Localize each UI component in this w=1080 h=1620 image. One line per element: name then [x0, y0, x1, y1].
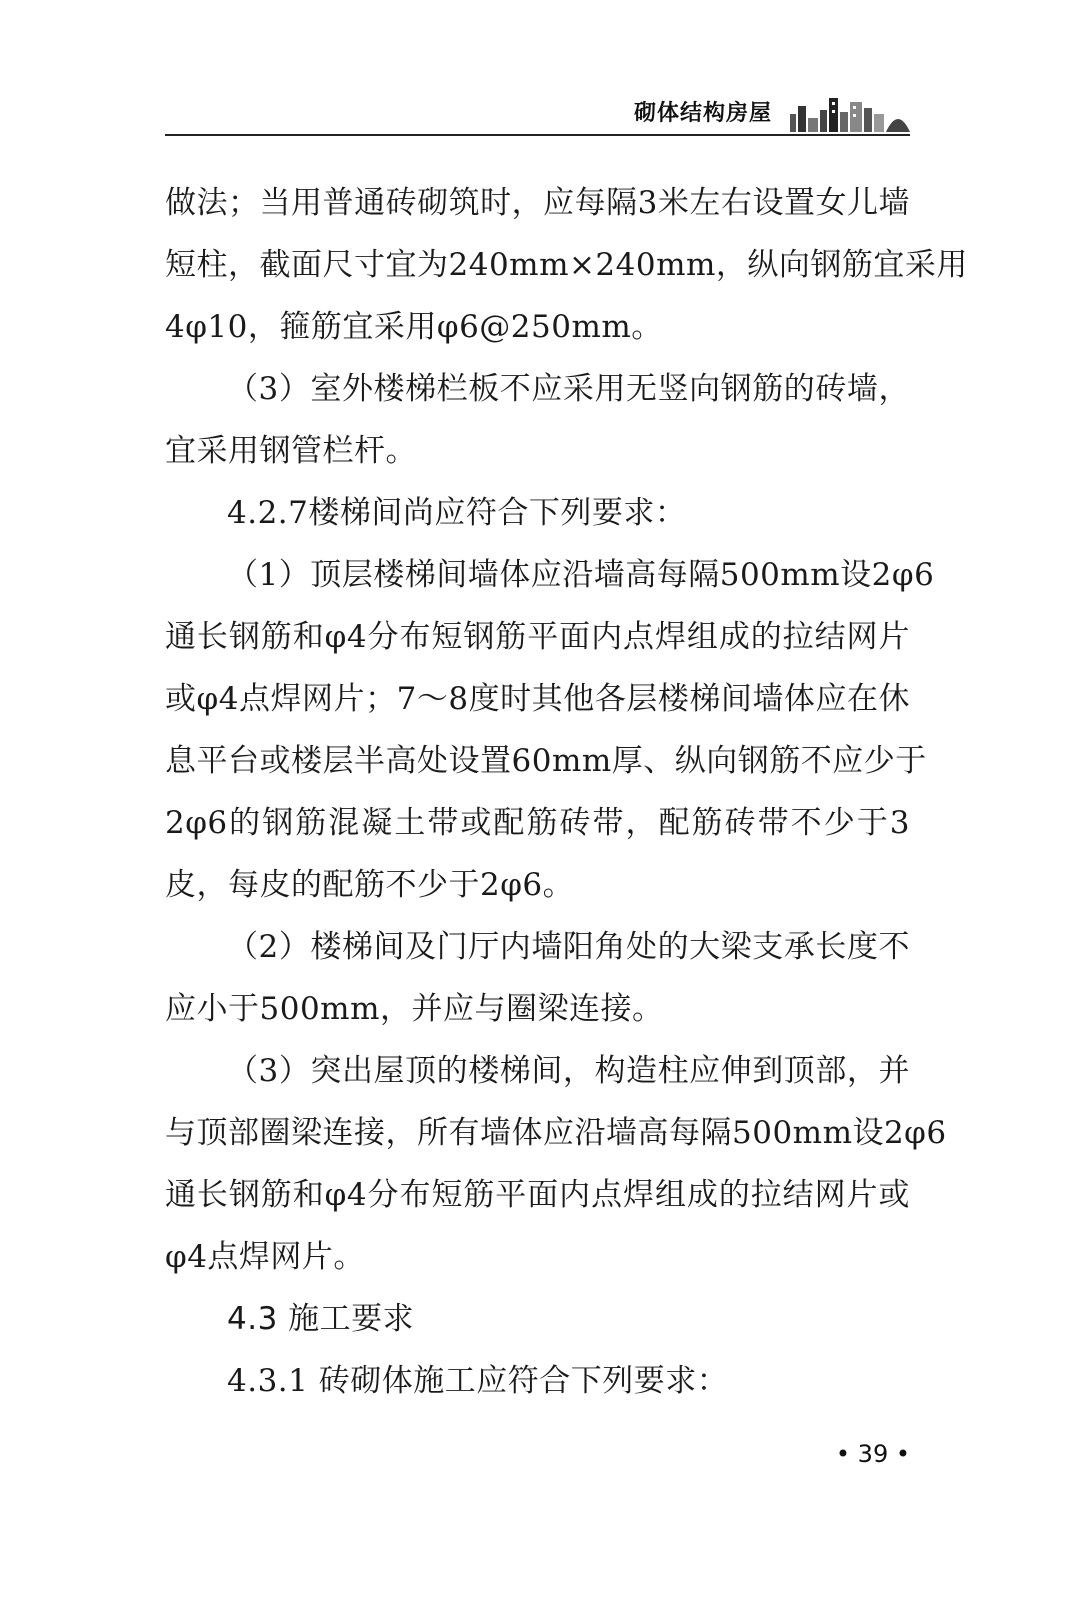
text-line: 或φ4点焊网片；7～8度时其他各层楼梯间墙体应在休: [165, 681, 910, 717]
text-line: （1）顶层楼梯间墙体应沿墙高每隔500mm设2φ6: [227, 557, 935, 593]
section-line: 4.3.1 砖砌体施工应符合下列要求：: [227, 1363, 729, 1399]
text-line: （3）突出屋顶的楼梯间，构造柱应伸到顶部，并: [227, 1053, 910, 1089]
text-line: 应小于500mm，并应与圈梁连接。: [165, 991, 664, 1027]
city-skyline-icon: [790, 92, 910, 132]
text-line: 与顶部圈梁连接，所有墙体应沿墙高每隔500mm设2φ6: [165, 1115, 947, 1151]
running-header: [165, 92, 910, 136]
text-line: 通长钢筋和φ4分布短钢筋平面内点焊组成的拉结网片: [165, 619, 910, 655]
text-line: 宜采用钢管栏杆。: [165, 433, 417, 469]
section-line: 4.2.7楼梯间尚应符合下列要求：: [227, 495, 687, 531]
text-line: （3）室外楼梯栏板不应采用无竖向钢筋的砖墙，: [227, 371, 910, 407]
text-line: 4φ10，箍筋宜采用φ6@250mm。: [165, 309, 663, 345]
text-line: 2φ6的钢筋混凝土带或配筋砖带，配筋砖带不少于3: [165, 805, 910, 841]
section-heading: 4.3 施工要求: [227, 1301, 415, 1337]
header-title: 砌体结构房屋: [633, 101, 772, 126]
text-line: 皮，每皮的配筋不少于2φ6。: [165, 867, 575, 903]
body-text: [165, 172, 968, 1412]
text-line: （2）楼梯间及门厅内墙阳角处的大梁支承长度不: [227, 929, 910, 965]
page-number: • 39 •: [835, 1440, 910, 1468]
text-line: 通长钢筋和φ4分布短筋平面内点焊组成的拉结网片或: [165, 1177, 910, 1213]
text-line: 做法；当用普通砖砌筑时，应每隔3米左右设置女儿墙: [165, 185, 910, 221]
text-line: 短柱，截面尺寸宜为240mm×240mm，纵向钢筋宜采用: [165, 247, 968, 283]
text-line: 息平台或楼层半高处设置60mm厚、纵向钢筋不应少于: [165, 743, 927, 779]
text-line: φ4点焊网片。: [165, 1239, 365, 1275]
